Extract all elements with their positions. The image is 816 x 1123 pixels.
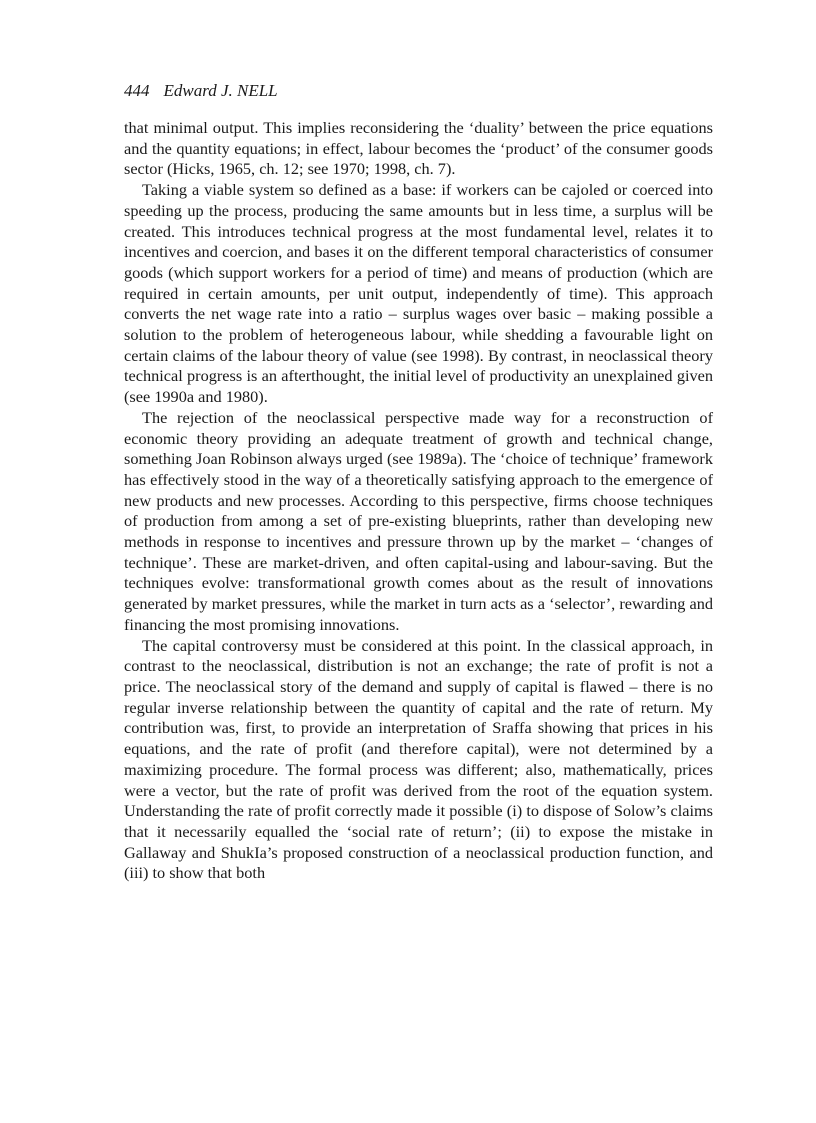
running-head-author: Edward J. NELL — [163, 81, 278, 100]
paragraph-continued: that minimal output. This implies reconsidering the ‘duality’ between the price equations and the quantity equations; in effect, labour becomes the ‘product’ of the consumer goods sector (Hicks, 1965, ch. 12; see 1970; 1998, ch. 7). — [124, 118, 713, 179]
body-text — [124, 118, 713, 884]
page-number: 444 — [124, 81, 150, 100]
paragraph-capital-controversy: The capital controversy must be considered at this point. In the classical approach, in contrast to the neoclassical, distribution is not an exchange; the rate of profit is not a price. The neoclassical story of the demand and supply of capital is flawed – there is no regular inverse relationship between the quantity of capital and the rate of return. My contribution was, first, to provide an interpretation of Sraffa showing that prices in his equations, and the rate of profit (and therefore capital), were not determined by a maximizing procedure. The formal process was different; also, mathematically, prices were a vector, but the rate of profit was derived from the root of the equation system. Understanding the rate of profit correctly made it possible (i) to dispose of Solow’s claims that it necessarily equalled the ‘social rate of return’; (ii) to expose the mistake in Gallaway and ShukIa’s proposed construction of a neoclassical production function, and (iii) to show that both — [124, 635, 713, 883]
book-page — [124, 80, 713, 884]
paragraph-technical-progress: Taking a viable system so defined as a base: if workers can be cajoled or coerced into speeding up the process, producing the same amounts but in less time, a surplus will be created. This introduces technical progress at the most fundamental level, relates it to incentives and coercion, and bases it on the different temporal characteristics of consumer goods (which support workers for a period of time) and means of production (which are required in certain amounts, per unit output, independently of time). This approach converts the net wage rate into a ratio – surplus wages over basic – making possible a solution to the problem of heterogeneous labour, while shedding a favourable light on certain claims of the labour theory of value (see 1998). By contrast, in neoclassical theory technical progress is an afterthought, the initial level of productivity an unexplained given (see 1990a and 1980). — [124, 180, 713, 407]
running-head — [124, 80, 713, 102]
paragraph-neoclassical-rejection: The rejection of the neoclassical perspective made way for a reconstruction of economic theory providing an adequate treatment of growth and technical change, something Joan Robinson always urged (see 1989a). The ‘choice of technique’ framework has effectively stood in the way of a theoretically satisfying approach to the emergence of new products and new processes. According to this perspective, firms choose techniques of production from among a set of pre-existing blueprints, rather than developing new methods in response to incentives and pressure thrown up by the market – ‘changes of technique’. These are market-driven, and often capital-using and labour-saving. But the techniques evolve: transformational growth comes about as the result of innovations generated by market pressures, while the market in turn acts as a ‘selector’, rewarding and financing the most promising innovations. — [124, 407, 713, 634]
